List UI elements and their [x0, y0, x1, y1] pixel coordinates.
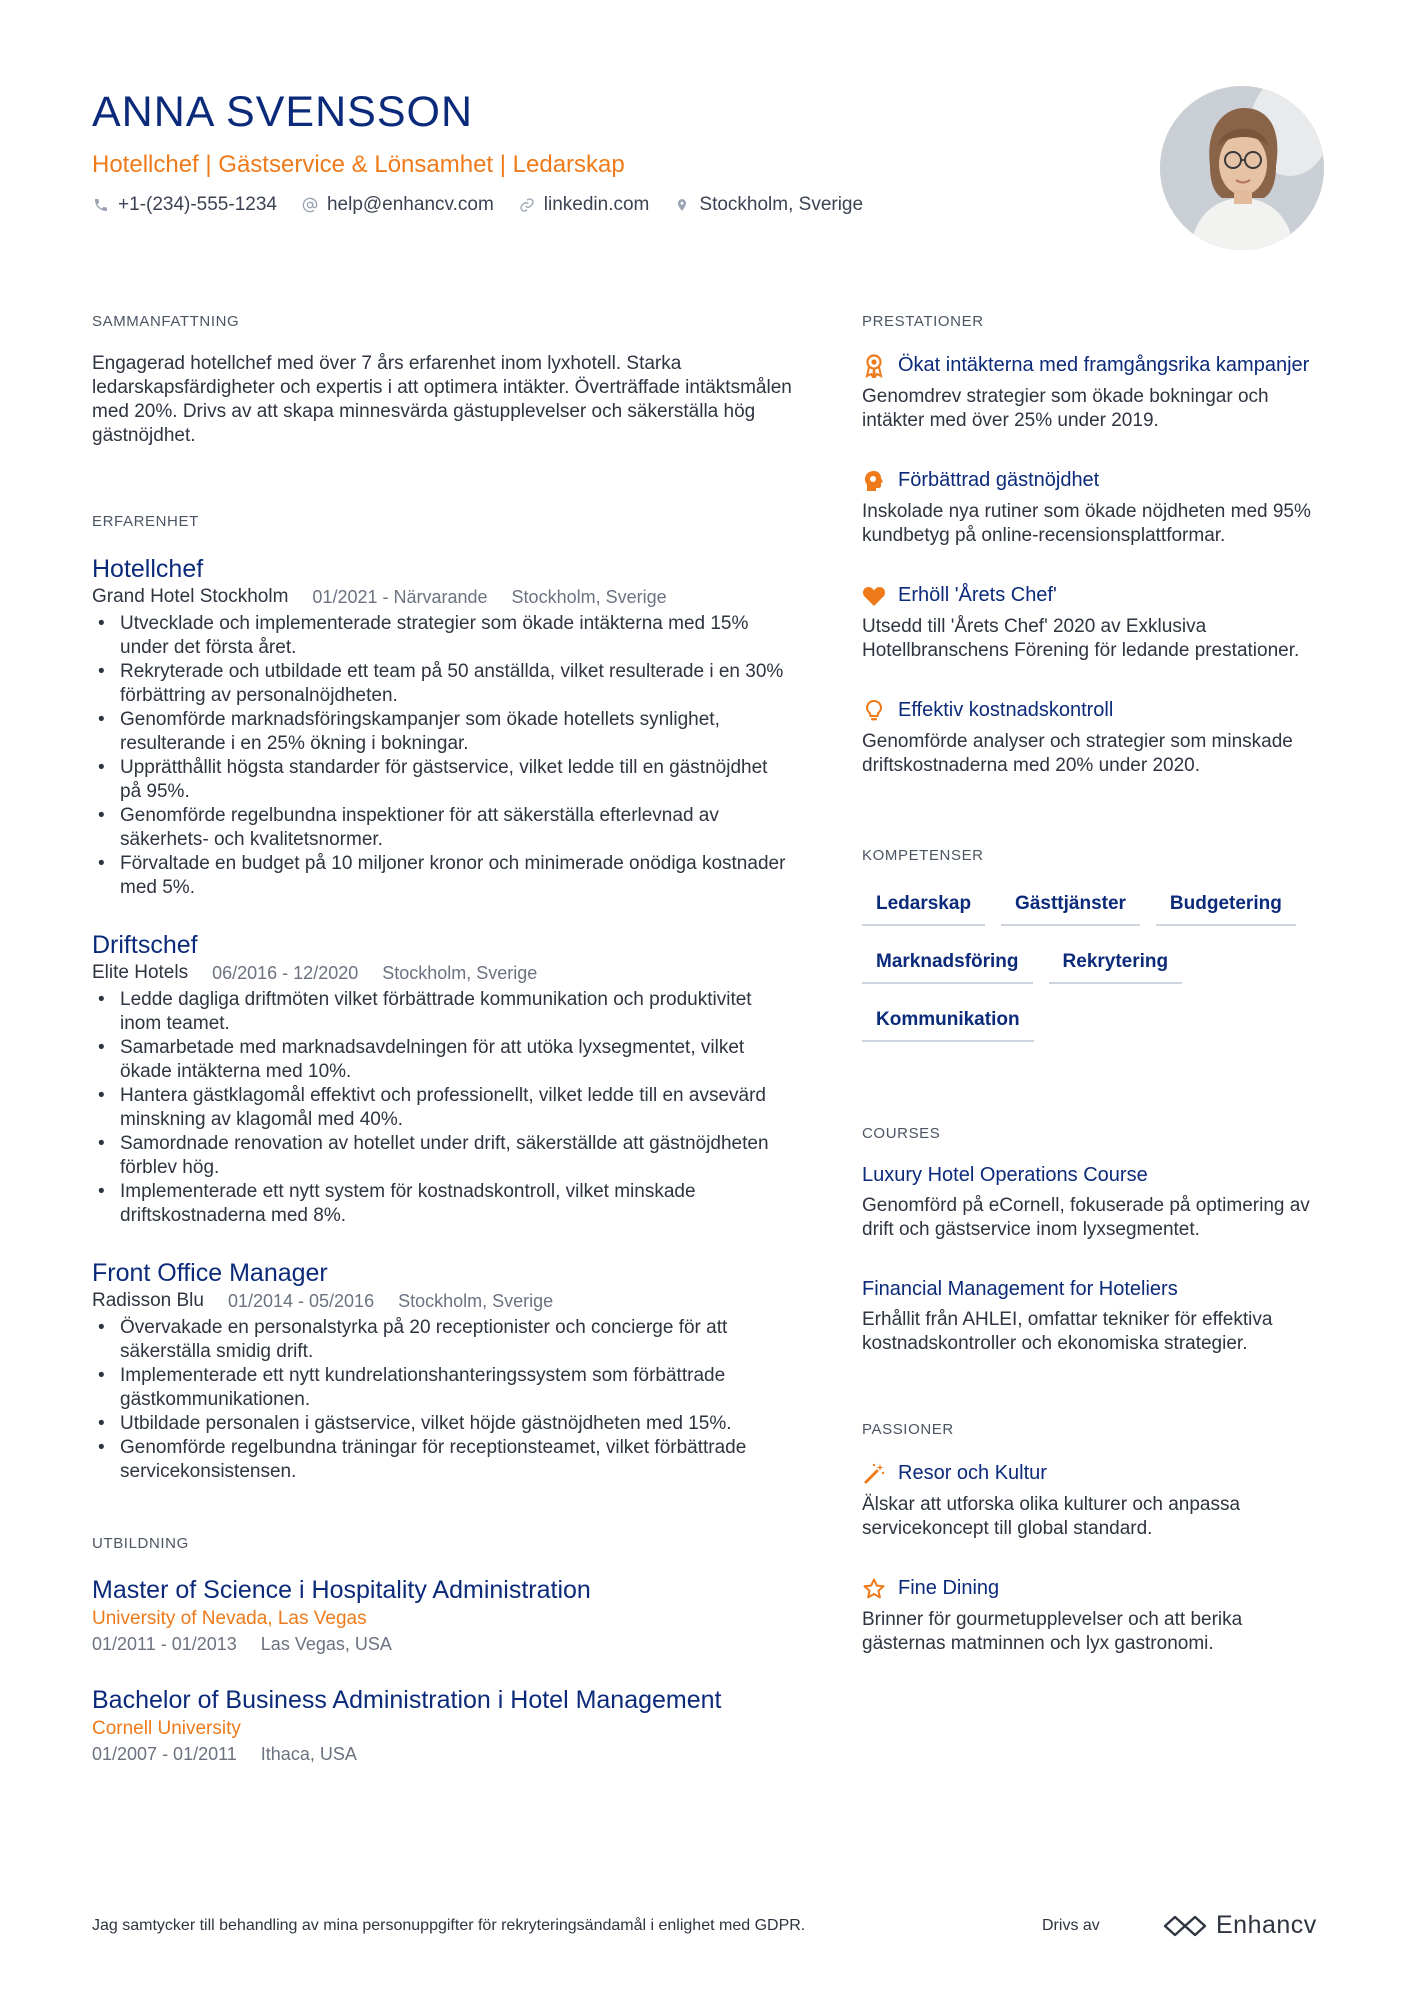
experience-section	[92, 512, 792, 1484]
location-pin-icon	[673, 196, 691, 214]
passion-entry	[862, 1460, 1322, 1541]
location-text: Stockholm, Sverige	[699, 194, 864, 215]
job-dates: 01/2014 - 05/2016	[227, 1291, 375, 1311]
magic-wand-icon	[862, 1461, 886, 1487]
at-sign-icon	[301, 196, 319, 214]
section-title-experience: ERFARENHET	[92, 513, 199, 530]
section-title-skills: KOMPETENSER	[862, 847, 984, 864]
achievement-title: Effektiv kostnadskontroll	[898, 699, 1114, 721]
job-bullet: • Genomförde marknadsföringskampanjer som ökade hotellets synlighet, resulterande i en 25% ökning i bokningar.	[92, 708, 792, 756]
section-title-education: UTBILDNING	[92, 1535, 189, 1552]
passion-desc: Brinner för gourmetupplevelser och att berika gästernas matminnen och lyx gastronomi.	[862, 1609, 1243, 1654]
edu-meta	[92, 1632, 792, 1656]
job-entry	[92, 554, 792, 900]
edu-degree: Master of Science i Hospitality Administration	[92, 1576, 591, 1604]
section-title-achievements: PRESTATIONER	[862, 313, 984, 330]
job-location: Stockholm, Sverige	[382, 963, 538, 983]
achievement-title: Erhöll 'Årets Chef'	[898, 584, 1057, 606]
skill-tag: Rekrytering	[1049, 942, 1183, 984]
head-idea-icon	[862, 468, 886, 494]
achievement-entry	[862, 582, 1322, 663]
contact-linkedin[interactable]	[518, 192, 650, 218]
job-bullet: • Ledde dagliga driftmöten vilket förbättrade kommunikation och produktivitet inom teamet.	[92, 988, 792, 1036]
job-bullet: • Hantera gästklagomål effektivt och professionellt, vilket ledde till en avsevärd minskning av klagomål med 40%.	[92, 1084, 792, 1132]
education-entry	[92, 1684, 792, 1766]
heart-icon	[862, 583, 886, 609]
candidate-name: ANNA SVENSSON	[92, 88, 473, 136]
phone-text: +1-(234)-555-1234	[118, 194, 277, 215]
achievement-title: Ökat intäkterna med framgångsrika kampanjer	[898, 354, 1310, 376]
profile-photo	[1160, 86, 1324, 250]
achievement-head	[862, 467, 1322, 494]
edu-school: University of Nevada, Las Vegas	[92, 1608, 367, 1629]
job-bullet: • Implementerade ett nytt system för kostnadskontroll, vilket minskade driftskostnaderna med 8%.	[92, 1180, 792, 1228]
job-dates: 06/2016 - 12/2020	[212, 963, 359, 983]
edu-meta	[92, 1742, 792, 1766]
achievement-entry	[862, 697, 1322, 778]
job-bullet: • Förvaltade en budget på 10 miljoner kronor och minimerade onödiga kostnader med 5%.	[92, 852, 792, 900]
education-entry	[92, 1574, 792, 1656]
job-location: Stockholm, Sverige	[398, 1291, 554, 1311]
passion-desc: Älskar att utforska olika kulturer och anpassa servicekoncept till global standard.	[862, 1494, 1241, 1539]
course-desc: Erhållit från AHLEI, omfattar tekniker för effektiva kostnadskontroller och ekonomiska strategier.	[862, 1309, 1273, 1354]
contact-email[interactable]	[301, 192, 494, 218]
job-bullet: • Implementerade ett nytt kundrelationshanteringssystem som förbättrade gästkommunikationen.	[92, 1364, 792, 1412]
job-bullet: • Övervakade en personalstyrka på 20 receptionister och concierge för att säkerställa smidig drift.	[92, 1316, 792, 1364]
job-bullet: • Genomförde regelbundna inspektioner för att säkerställa efterlevnad av säkerhets- och kvalitetsnormer.	[92, 804, 792, 852]
edu-dates: 01/2007 - 01/2011	[92, 1744, 237, 1764]
left-column	[92, 312, 792, 1766]
job-bullet: • Utvecklade och implementerade strategier som ökade intäkterna med 15% under det första året.	[92, 612, 792, 660]
job-bullet: • Samarbetade med marknadsavdelningen för att utöka lyxsegmentet, vilket ökade intäkterna med 10%.	[92, 1036, 792, 1084]
job-company: Radisson Blu	[92, 1290, 204, 1311]
job-company: Elite Hotels	[92, 962, 189, 983]
candidate-headline: Hotellchef | Gästservice & Lönsamhet | Ledarskap	[92, 151, 625, 178]
education-section	[92, 1534, 792, 1766]
job-meta	[92, 1288, 792, 1314]
section-title-courses: COURSES	[862, 1125, 941, 1142]
gdpr-consent: Jag samtycker till behandling av mina personuppgifter för rekryteringsändamål i enlighet med GDPR.	[92, 1917, 806, 1934]
passion-head	[862, 1575, 1322, 1602]
edu-school: Cornell University	[92, 1718, 241, 1739]
job-title: Front Office Manager	[92, 1259, 328, 1287]
passions-section	[862, 1420, 1322, 1656]
achievement-title: Förbättrad gästnöjdhet	[898, 469, 1100, 491]
passion-title: Fine Dining	[898, 1577, 1000, 1599]
passion-entry	[862, 1575, 1322, 1656]
enhancv-logo-icon	[1162, 1913, 1208, 1939]
passion-title: Resor och Kultur	[898, 1462, 1047, 1484]
contact-row	[92, 192, 1142, 218]
skill-tag: Kommunikation	[862, 1000, 1034, 1042]
job-bullet: • Upprätthållit högsta standarder för gästservice, vilket ledde till en gästnöjdhet på 95%.	[92, 756, 792, 804]
skill-tag: Gästtjänster	[1001, 884, 1140, 926]
course-title: Luxury Hotel Operations Course	[862, 1164, 1148, 1186]
passion-head	[862, 1460, 1322, 1487]
powered-by-label: Drivs av	[1042, 1917, 1100, 1934]
achievement-list	[862, 352, 1322, 778]
job-bullet: • Utbildade personalen i gästservice, vilket höjde gästnöjdheten med 15%.	[92, 1412, 792, 1436]
achievement-desc: Utsedd till 'Årets Chef' 2020 av Exklusiva Hotellbranschens Förening för ledande prestationer.	[862, 616, 1300, 661]
contact-phone[interactable]	[92, 192, 277, 218]
brand-link[interactable]	[1162, 1911, 1317, 1940]
achievement-desc: Genomförde analyser och strategier som minskade driftskostnaderna med 20% under 2020.	[862, 731, 1293, 776]
edu-location: Ithaca, USA	[260, 1744, 357, 1764]
achievement-desc: Genomdrev strategier som ökade bokningar och intäkter med över 25% under 2019.	[862, 386, 1269, 431]
achievement-entry	[862, 467, 1322, 548]
course-entry	[862, 1162, 1322, 1242]
skill-tag: Ledarskap	[862, 884, 985, 926]
section-title-passions: PASSIONER	[862, 1421, 954, 1438]
summary-section	[92, 312, 792, 448]
achievements-section	[862, 312, 1322, 778]
course-entry	[862, 1276, 1322, 1356]
brand-name: Enhancv	[1216, 1911, 1317, 1939]
section-title-summary: SAMMANFATTNING	[92, 313, 240, 330]
job-entry	[92, 1258, 792, 1484]
skill-tag: Budgetering	[1156, 884, 1296, 926]
summary-text: Engagerad hotellchef med över 7 års erfarenhet inom lyxhotell. Starka ledarskapsfärdigheter och expertis i att optimera intäkter. Överträffade intäktsmålen med 20%. Drivs av att skapa minnesvärda gästupplevelser och säkerställa hög gästnöjdhet.	[92, 353, 792, 446]
contact-location	[673, 192, 863, 218]
job-bullets	[92, 988, 792, 1228]
email-text: help@enhancv.com	[326, 194, 494, 215]
link-icon	[518, 196, 536, 214]
skill-tag: Marknadsföring	[862, 942, 1033, 984]
edu-location: Las Vegas, USA	[260, 1634, 392, 1654]
lightbulb-icon	[862, 698, 886, 724]
achievement-desc: Inskolade nya rutiner som ökade nöjdheten med 95% kundbetyg på online-recensionsplattformar.	[862, 501, 1311, 546]
edu-degree: Bachelor of Business Administration i Hotel Management	[92, 1686, 722, 1714]
job-bullets	[92, 1316, 792, 1484]
job-title: Driftschef	[92, 931, 198, 959]
passion-list	[862, 1460, 1322, 1656]
course-desc: Genomförd på eCornell, fokuserade på optimering av drift och gästservice inom lyxsegmentet.	[862, 1195, 1310, 1240]
job-company: Grand Hotel Stockholm	[92, 586, 289, 607]
edu-dates: 01/2011 - 01/2013	[92, 1634, 237, 1654]
skills-section	[862, 846, 1322, 1058]
star-icon	[862, 1576, 886, 1602]
course-title: Financial Management for Hoteliers	[862, 1278, 1178, 1300]
job-list	[92, 554, 792, 1484]
job-bullet: • Rekryterade och utbildade ett team på 50 anställda, vilket resulterade i en 30% förbättring av personalnöjdheten.	[92, 660, 792, 708]
skill-list	[862, 884, 1322, 1058]
job-location: Stockholm, Sverige	[511, 587, 667, 607]
job-entry	[92, 930, 792, 1228]
resume-header	[92, 88, 1142, 218]
achievement-head	[862, 352, 1322, 379]
job-meta	[92, 960, 792, 986]
achievement-head	[862, 582, 1322, 609]
award-icon	[862, 353, 886, 379]
achievement-entry	[862, 352, 1322, 433]
education-list	[92, 1574, 792, 1766]
resume-footer	[92, 1911, 1322, 1939]
job-bullet: • Samordnade renovation av hotellet under drift, säkerställde att gästnöjdheten förblev hög.	[92, 1132, 792, 1180]
linkedin-text: linkedin.com	[543, 194, 650, 215]
job-dates: 01/2021 - Närvarande	[312, 587, 488, 607]
right-column	[862, 312, 1322, 1656]
courses-section	[862, 1124, 1322, 1356]
job-title: Hotellchef	[92, 555, 204, 583]
job-bullet: • Genomförde regelbundna träningar för receptionsteamet, vilket förbättrade servicekonsistensen.	[92, 1436, 792, 1484]
job-meta	[92, 584, 792, 610]
job-bullets	[92, 612, 792, 900]
achievement-head	[862, 697, 1322, 724]
course-list	[862, 1162, 1322, 1356]
phone-icon	[92, 196, 110, 214]
